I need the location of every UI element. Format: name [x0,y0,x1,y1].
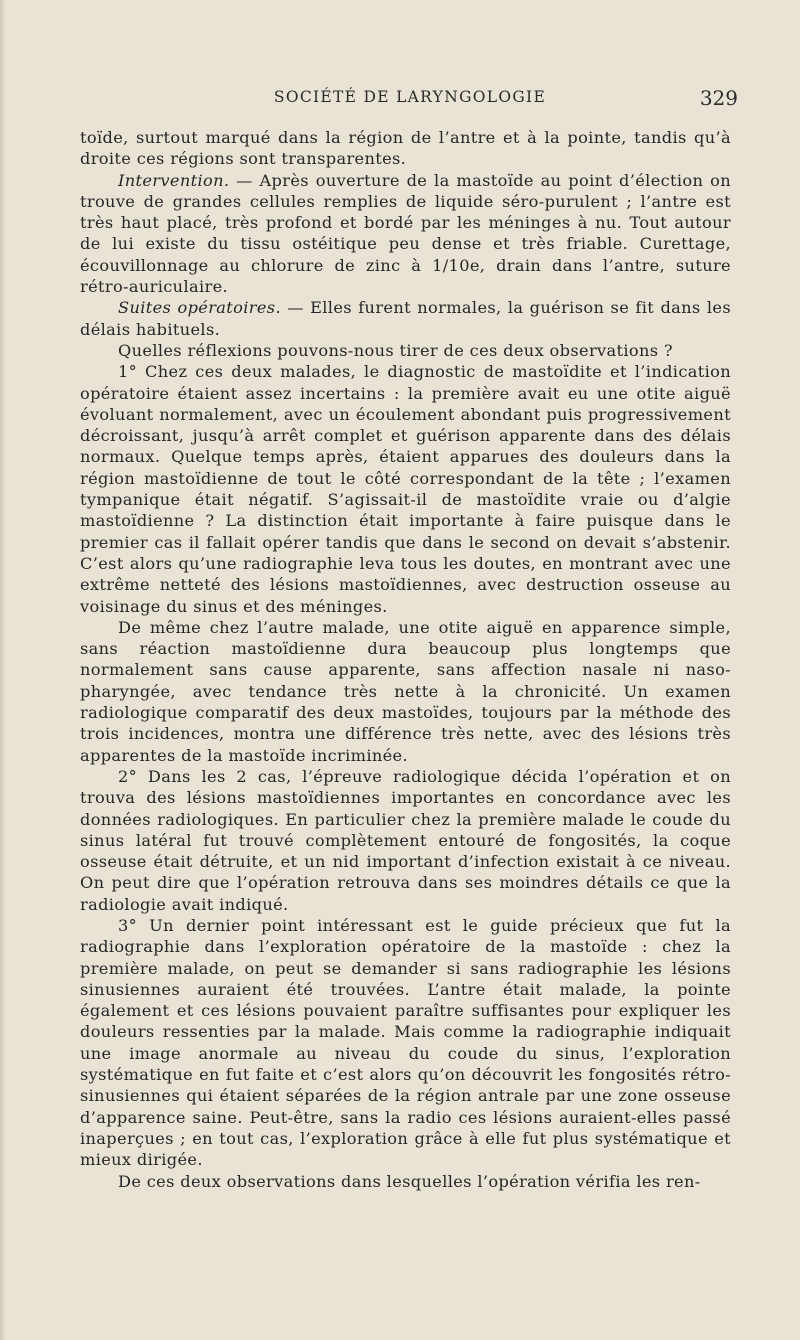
paragraph-question: Quelles réflexions pouvons-nous tirer de ces deux observations ? [118,340,673,360]
intervention-text: — Après ouverture de la mastoïde au point d’élection on trouve de grandes cellules remplies de liquide séro-purulent ; l’antre est très haut placé, très profond et bordé par les méninges à nu. Tout autour de lui existe du tissu ostéitique peu dense et très friable. Curettage, écouvillonnage au chlorure de zinc à 1/10e, drain dans l’antre, suture rétro-auriculaire. [80,170,731,297]
paragraph-final: De ces deux observations dans lesquelles l’opération vérifia les ren- [118,1171,701,1191]
paragraph-point-2: 2° Dans les 2 cas, l’épreuve radiologique décida l’opération et on trouva des lésions mastoïdiennes importantes en concordance avec les données radiologiques. En particulier chez la première malade le coude du sinus latéral fut trouvé complètement entouré de fongosités, la coque osseuse était détruite, et un nid important d’infection existait à ce niveau. On peut dire que l’opération retrouva dans ses moindres détails ce que la radiologie avait indiqué. [80,766,731,914]
paragraph-continuation: toïde, surtout marqué dans la région de l’antre et à la pointe, tandis qu’à droite ces régions sont transparentes. [80,128,731,169]
suites-text: — Elles furent normales, la guérison se fit dans les délais habituels. [80,298,732,339]
paragraph-point-1: 1° Chez ces deux malades, le diagnostic de mastoïdite et l’indication opératoire étaient assez incertains : la première avait eu une otite aiguë évoluant normalement, avec un écoulement abondant puis progressivement décroissant, jusqu’à arrêt complet et guérison apparente dans des délais normaux. Quelque temps après, étaient apparues des douleurs dans la région mastoïdienne de tout le côté correspondant de la tête ; l’examen tympanique était négatif. S’agissait-il de mastoïdite vraie ou d’algie mastoïdienne ? La distinction était importante à faire puisque dans le premier cas il fallait opérer tandis que dans le second on devait s’abstenir. C’est alors qu’une radiographie leva tous les doutes, en montrant avec une extrême netteté des lésions mastoïdiennes, avec destruction osseuse au voisinage du sinus et des méninges. [80,362,731,616]
paragraph-suites-operatoires [80,297,731,340]
running-title: SOCIÉTÉ DE LARYNGOLOGIE [273,88,547,106]
running-header [80,86,740,112]
intervention-label: Intervention. [118,170,230,190]
page-number: 329 [699,86,738,110]
suites-label: Suites opératoires. [118,298,281,318]
binding-edge [0,0,6,1340]
paragraph-second-patient: De même chez l’autre malade, une otite aiguë en apparence simple, sans réaction mastoïdienne dura beaucoup plus longtemps que normalement sans cause apparente, sans affection nasale ni naso-pharyngée, avec tendance très nette à la chronicité. Un examen radiologique comparatif des deux mastoïdes, toujours par la méthode des trois incidences, montra une différence très nette, avec des lésions très apparentes de la mastoïde incriminée. [80,617,731,765]
body-text [80,127,731,1192]
paragraph-intervention [80,170,731,298]
paragraph-point-3: 3° Un dernier point intéressant est le guide précieux que fut la radiographie dans l’exploration opératoire de la mastoïde : chez la première malade, on peut se demander si sans radiographie les lésions sinusiennes auraient été trouvées. L’antre était malade, la pointe également et ces lésions pouvaient paraître suffisantes pour expliquer les douleurs ressenties par la malade. Mais comme la radiographie indiquait une image anormale au niveau du coude du sinus, l’exploration systématique en fut faite et c’est alors qu’on découvrit les fongosités rétro-sinusiennes qui étaient séparées de la région antrale par une zone osseuse d’apparence saine. Peut-être, sans la radio ces lésions auraient-elles passé inaperçues ; en tout cas, l’exploration grâce à elle fut plus systématique et mieux dirigée. [80,915,731,1170]
